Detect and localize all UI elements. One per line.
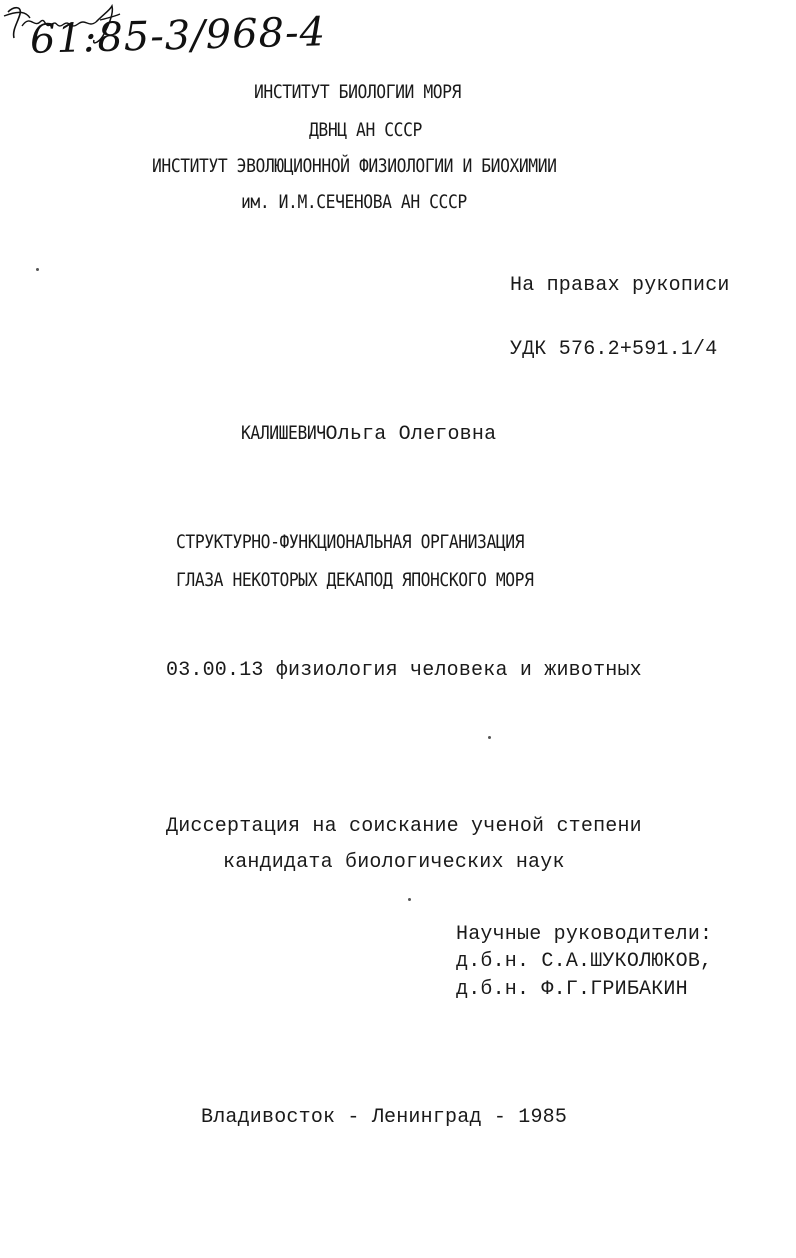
- archive-number-handwritten: 61:85-3/968-4: [29, 9, 327, 63]
- scan-speck: [488, 736, 491, 739]
- specialty: 03.00.13 физиология человека и животных: [166, 659, 642, 682]
- second-institute-affiliation: им. И.М.СЕЧЕНОВА АН СССР: [241, 191, 467, 213]
- degree-line1: Диссертация на соискание ученой степени: [166, 815, 642, 838]
- supervisors-label: Научные руководители:: [456, 923, 713, 946]
- second-institute-name: ИНСТИТУТ ЭВОЛЮЦИОННОЙ ФИЗИОЛОГИИ И БИОХИМИИ: [152, 155, 557, 177]
- institute-name: ИНСТИТУТ БИОЛОГИИ МОРЯ: [254, 81, 461, 103]
- udc-code: УДК 576.2+591.1/4: [510, 338, 718, 361]
- author-name: [241, 421, 496, 447]
- degree-line2: кандидата биологических наук: [223, 851, 565, 874]
- rights-label: На правах рукописи: [510, 274, 730, 297]
- dissertation-title-line1: СТРУКТУРНО-ФУНКЦИОНАЛЬНАЯ ОРГАНИЗАЦИЯ: [176, 531, 525, 553]
- scan-speck: [408, 898, 411, 901]
- author-surname: КАЛИШЕВИЧ: [241, 422, 326, 444]
- place-and-year: Владивосток - Ленинград - 1985: [201, 1106, 568, 1129]
- scan-speck: [36, 268, 39, 271]
- institute-affiliation: ДВНЦ АН СССР: [309, 119, 422, 141]
- dissertation-title-line2: ГЛАЗА НЕКОТОРЫХ ДЕКАПОД ЯПОНСКОГО МОРЯ: [176, 569, 534, 591]
- author-given-name: Ольга Олеговна: [325, 423, 497, 446]
- supervisor-second: д.б.н. Ф.Г.ГРИБАКИН: [456, 978, 688, 1001]
- supervisor-first: д.б.н. С.А.ШУКОЛЮКОВ,: [456, 950, 713, 973]
